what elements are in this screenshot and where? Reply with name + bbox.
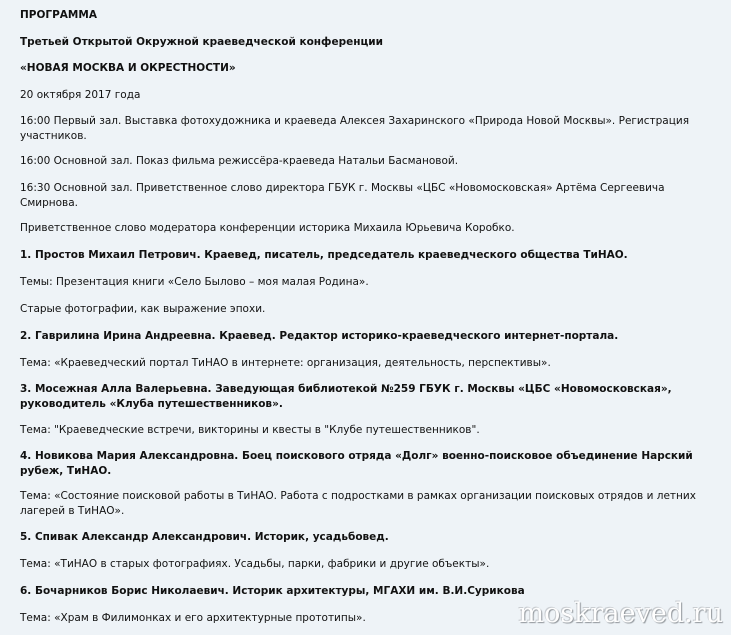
speaker-name: 2. Гаврилина Ирина Андреевна. Краевед. Редактор историко-краеведческого интернет-портала. — [20, 330, 619, 342]
schedule-item: 16:00 Основной зал. Показ фильма режиссёра-краеведа Натальи Басмановой. — [20, 155, 459, 167]
speaker-name: 6. Бочарников Борис Николаевич. Историк архитектуры, МГАХИ им. В.И.Сурикова — [20, 585, 525, 597]
schedule-item: Приветственное слово модератора конференции историка Михаила Юрьевича Коробко. — [20, 222, 515, 234]
speaker-topic: Тема: «Состояние поисковой работы в ТиНАО. Работа с подростками в рамках организации поисковых отрядов и летних лагерей в ТиНАО». — [20, 490, 696, 517]
speaker-name: 5. Спивак Александр Александрович. Историк, усадьбовед. — [20, 531, 389, 543]
speaker-name: 3. Мосежная Алла Валерьевна. Заведующая библиотекой №259 ГБУК г. Москвы «ЦБС «Новомосковская», руководитель «Клуба путешественников». — [20, 383, 672, 410]
site-watermark: moskraeved.ru — [518, 598, 723, 629]
speaker-topic: Тема: «ТиНАО в старых фотографиях. Усадьбы, парки, фабрики и другие объекты». — [20, 558, 490, 570]
speaker-topic: Тема: "Краеведческие встречи, викторины и квесты в "Клубе путешественников". — [20, 424, 480, 436]
speaker-topic: Старые фотографии, как выражение эпохи. — [20, 303, 266, 315]
conference-date: 20 октября 2017 года — [20, 89, 141, 101]
speaker-name: 1. Простов Михаил Петрович. Краевед, писатель, председатель краеведческого общества ТиНАО. — [20, 249, 628, 261]
speaker-topic: Темы: Презентация книги «Село Былово – моя малая Родина». — [20, 276, 369, 288]
speaker-topic: Тема: «Храм в Филимонках и его архитектурные прототипы». — [20, 612, 366, 624]
conference-title: «НОВАЯ МОСКВА И ОКРЕСТНОСТИ» — [20, 62, 236, 74]
speaker-name: 4. Новикова Мария Александровна. Боец поискового отряда «Долг» военно-поисковое объединение Нарский рубеж, ТиНАО. — [20, 450, 693, 477]
program-heading: ПРОГРАММА — [20, 9, 97, 21]
speaker-topic: Тема: «Краеведческий портал ТиНАО в интернете: организация, деятельность, перспективы». — [20, 357, 551, 369]
schedule-item: 16:30 Основной зал. Приветственное слово директора ГБУК г. Москвы «ЦБС «Новомосковская» Артёма Сергеевича Смирнова. — [20, 182, 665, 209]
schedule-item: 16:00 Первый зал. Выставка фотохудожника и краеведа Алексея Захаринского «Природа Новой Москвы». Регистрация участников. — [20, 115, 690, 142]
conference-subheading: Третьей Открытой Окружной краеведческой конференции — [20, 36, 383, 48]
